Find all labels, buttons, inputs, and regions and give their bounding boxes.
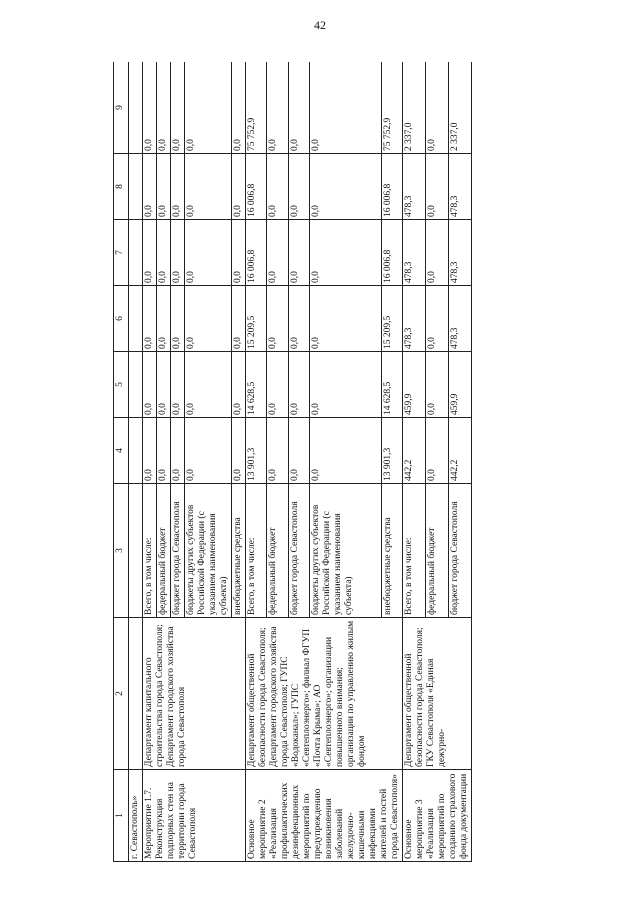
source-cell: федеральный бюджет bbox=[267, 484, 288, 618]
source-cell: внебюджетные средства bbox=[381, 484, 402, 618]
value-cell: 478,3 bbox=[449, 286, 472, 352]
value-cell: 478,3 bbox=[403, 154, 426, 220]
value-cell: 0,0 bbox=[267, 220, 288, 286]
column-header: 9 bbox=[114, 62, 129, 154]
value-cell: 0,0 bbox=[309, 220, 381, 286]
value-cell: 0,0 bbox=[232, 154, 246, 220]
value-cell: 0,0 bbox=[309, 418, 381, 484]
executor-cell: Департамент общественной безопасности города Севастополя; ГКУ Севастополя «Единая дежурно- bbox=[403, 618, 472, 770]
value-cell: 0,0 bbox=[288, 286, 309, 352]
total-cell: 75 752,9 bbox=[381, 62, 402, 154]
column-header: 2 bbox=[114, 618, 129, 770]
total-cell: 2 337,0 bbox=[403, 62, 426, 154]
value-cell: 0,0 bbox=[288, 352, 309, 418]
source-cell: федеральный бюджет bbox=[426, 484, 449, 618]
value-cell: 0,0 bbox=[426, 286, 449, 352]
value-cell: 0,0 bbox=[143, 220, 157, 286]
value-cell: 13 901,3 bbox=[381, 418, 402, 484]
column-header: 5 bbox=[114, 352, 129, 418]
value-cell: 0,0 bbox=[157, 154, 171, 220]
empty-cell bbox=[129, 352, 143, 418]
value-cell: 15 209,5 bbox=[381, 286, 402, 352]
source-cell: бюджет города Севастополя bbox=[171, 484, 185, 618]
value-cell: 0,0 bbox=[143, 352, 157, 418]
value-cell: 0,0 bbox=[309, 154, 381, 220]
total-cell: 0,0 bbox=[143, 62, 157, 154]
value-cell: 16 006,8 bbox=[246, 220, 267, 286]
value-cell: 459,9 bbox=[449, 352, 472, 418]
value-cell: 14 628,5 bbox=[381, 352, 402, 418]
value-cell: 0,0 bbox=[288, 154, 309, 220]
value-cell: 0,0 bbox=[426, 418, 449, 484]
source-cell: бюджет города Севастополя bbox=[449, 484, 472, 618]
value-cell: 0,0 bbox=[157, 418, 171, 484]
page-number: 42 bbox=[314, 18, 326, 32]
value-cell: 13 901,3 bbox=[246, 418, 267, 484]
empty-cell bbox=[129, 62, 143, 154]
total-cell: 0,0 bbox=[288, 62, 309, 154]
value-cell: 14 628,5 bbox=[246, 352, 267, 418]
measure-cell: Мероприятие 1.7. Реконструкция подпорных стен на территории города Севастополя bbox=[143, 770, 246, 862]
total-cell: 75 752,9 bbox=[246, 62, 267, 154]
value-cell: 0,0 bbox=[157, 220, 171, 286]
continuation-row bbox=[129, 62, 143, 862]
value-cell: 16 006,8 bbox=[381, 154, 402, 220]
value-cell: 0,0 bbox=[288, 418, 309, 484]
column-header: 7 bbox=[114, 220, 129, 286]
value-cell: 0,0 bbox=[185, 352, 232, 418]
value-cell: 0,0 bbox=[157, 352, 171, 418]
empty-cell bbox=[129, 220, 143, 286]
executor-cell: Департамент общественной безопасности города Севастополя; Департамент городского хозяйства города Севастополя; ГУПС «Водоканал»; ГУПС «Севтеплоэнерго»; филиал ФГУП «Почта Крыма»; АО «Севтеплоэнерго»; организации повышенного внимания; организации по управлению жилым фондом bbox=[246, 618, 403, 770]
value-cell: 0,0 bbox=[185, 286, 232, 352]
column-header: 8 bbox=[114, 154, 129, 220]
total-cell: 0,0 bbox=[171, 62, 185, 154]
value-cell: 478,3 bbox=[403, 220, 426, 286]
value-cell: 0,0 bbox=[157, 286, 171, 352]
total-cell: 0,0 bbox=[157, 62, 171, 154]
value-cell: 0,0 bbox=[309, 286, 381, 352]
value-cell: 0,0 bbox=[309, 352, 381, 418]
executor-cell: Департамент капитального строительства города Севастополя; Департамент городского хозяйства города Севастополя bbox=[143, 618, 246, 770]
value-cell: 0,0 bbox=[267, 154, 288, 220]
table-row bbox=[403, 62, 426, 862]
value-cell: 478,3 bbox=[449, 154, 472, 220]
table-row bbox=[143, 62, 157, 862]
source-cell: бюджеты других субъектов Российской Федерации (с указанием наименования субъекта) bbox=[309, 484, 381, 618]
value-cell: 0,0 bbox=[267, 352, 288, 418]
value-cell: 0,0 bbox=[426, 220, 449, 286]
value-cell: 0,0 bbox=[185, 154, 232, 220]
source-cell: Всего, в том числе: bbox=[403, 484, 426, 618]
column-header-row bbox=[114, 62, 129, 862]
total-cell: 0,0 bbox=[267, 62, 288, 154]
total-cell: 0,0 bbox=[309, 62, 381, 154]
table-row bbox=[246, 62, 267, 862]
measure-cell: Основное мероприятие 2 «Реализация профилактических дезинфекционных мероприятий по предупреждению возникновения заболеваний желудочно-кишечными инфекциями жителей и гостей города Севастополя» bbox=[246, 770, 403, 862]
value-cell: 0,0 bbox=[143, 154, 157, 220]
empty-cell bbox=[129, 618, 143, 770]
total-cell: 0,0 bbox=[426, 62, 449, 154]
value-cell: 0,0 bbox=[232, 352, 246, 418]
measure-cell: Основное мероприятие 3 «Реализация мероприятий по созданию страхового фонда документации bbox=[403, 770, 472, 862]
value-cell: 0,0 bbox=[232, 286, 246, 352]
rotated-table-area bbox=[113, 62, 531, 862]
source-cell: бюджеты других субъектов Российской Федерации (с указанием наименования субъекта) bbox=[185, 484, 232, 618]
value-cell: 0,0 bbox=[232, 220, 246, 286]
value-cell: 0,0 bbox=[185, 418, 232, 484]
column-header: 4 bbox=[114, 418, 129, 484]
value-cell: 16 006,8 bbox=[246, 154, 267, 220]
source-cell: Всего, в том числе: bbox=[246, 484, 267, 618]
total-cell: 2 337,0 bbox=[449, 62, 472, 154]
total-cell: 0,0 bbox=[185, 62, 232, 154]
value-cell: 442,2 bbox=[449, 418, 472, 484]
value-cell: 0,0 bbox=[267, 286, 288, 352]
source-cell: бюджет города Севастополя bbox=[288, 484, 309, 618]
empty-cell bbox=[129, 286, 143, 352]
value-cell: 16 006,8 bbox=[381, 220, 402, 286]
source-cell: федеральный бюджет bbox=[157, 484, 171, 618]
value-cell: 0,0 bbox=[171, 154, 185, 220]
source-cell: Всего, в том числе: bbox=[143, 484, 157, 618]
value-cell: 0,0 bbox=[288, 220, 309, 286]
empty-cell bbox=[129, 154, 143, 220]
value-cell: 0,0 bbox=[426, 352, 449, 418]
value-cell: 0,0 bbox=[143, 286, 157, 352]
value-cell: 459,9 bbox=[403, 352, 426, 418]
total-cell: 0,0 bbox=[232, 62, 246, 154]
empty-cell bbox=[129, 418, 143, 484]
column-header: 3 bbox=[114, 484, 129, 618]
value-cell: 0,0 bbox=[171, 220, 185, 286]
empty-cell bbox=[129, 484, 143, 618]
continuation-cell: г. Севастополь» bbox=[129, 770, 143, 862]
source-cell: внебюджетные средства bbox=[232, 484, 246, 618]
value-cell: 478,3 bbox=[449, 220, 472, 286]
value-cell: 0,0 bbox=[426, 154, 449, 220]
column-header: 1 bbox=[114, 770, 129, 862]
rotated-table-container bbox=[113, 62, 531, 862]
value-cell: 478,3 bbox=[403, 286, 426, 352]
column-header: 6 bbox=[114, 286, 129, 352]
value-cell: 0,0 bbox=[267, 418, 288, 484]
value-cell: 0,0 bbox=[143, 418, 157, 484]
value-cell: 0,0 bbox=[185, 220, 232, 286]
value-cell: 0,0 bbox=[171, 352, 185, 418]
value-cell: 15 209,5 bbox=[246, 286, 267, 352]
value-cell: 0,0 bbox=[171, 418, 185, 484]
value-cell: 442,2 bbox=[403, 418, 426, 484]
value-cell: 0,0 bbox=[171, 286, 185, 352]
value-cell: 0,0 bbox=[232, 418, 246, 484]
funding-table bbox=[113, 62, 472, 862]
